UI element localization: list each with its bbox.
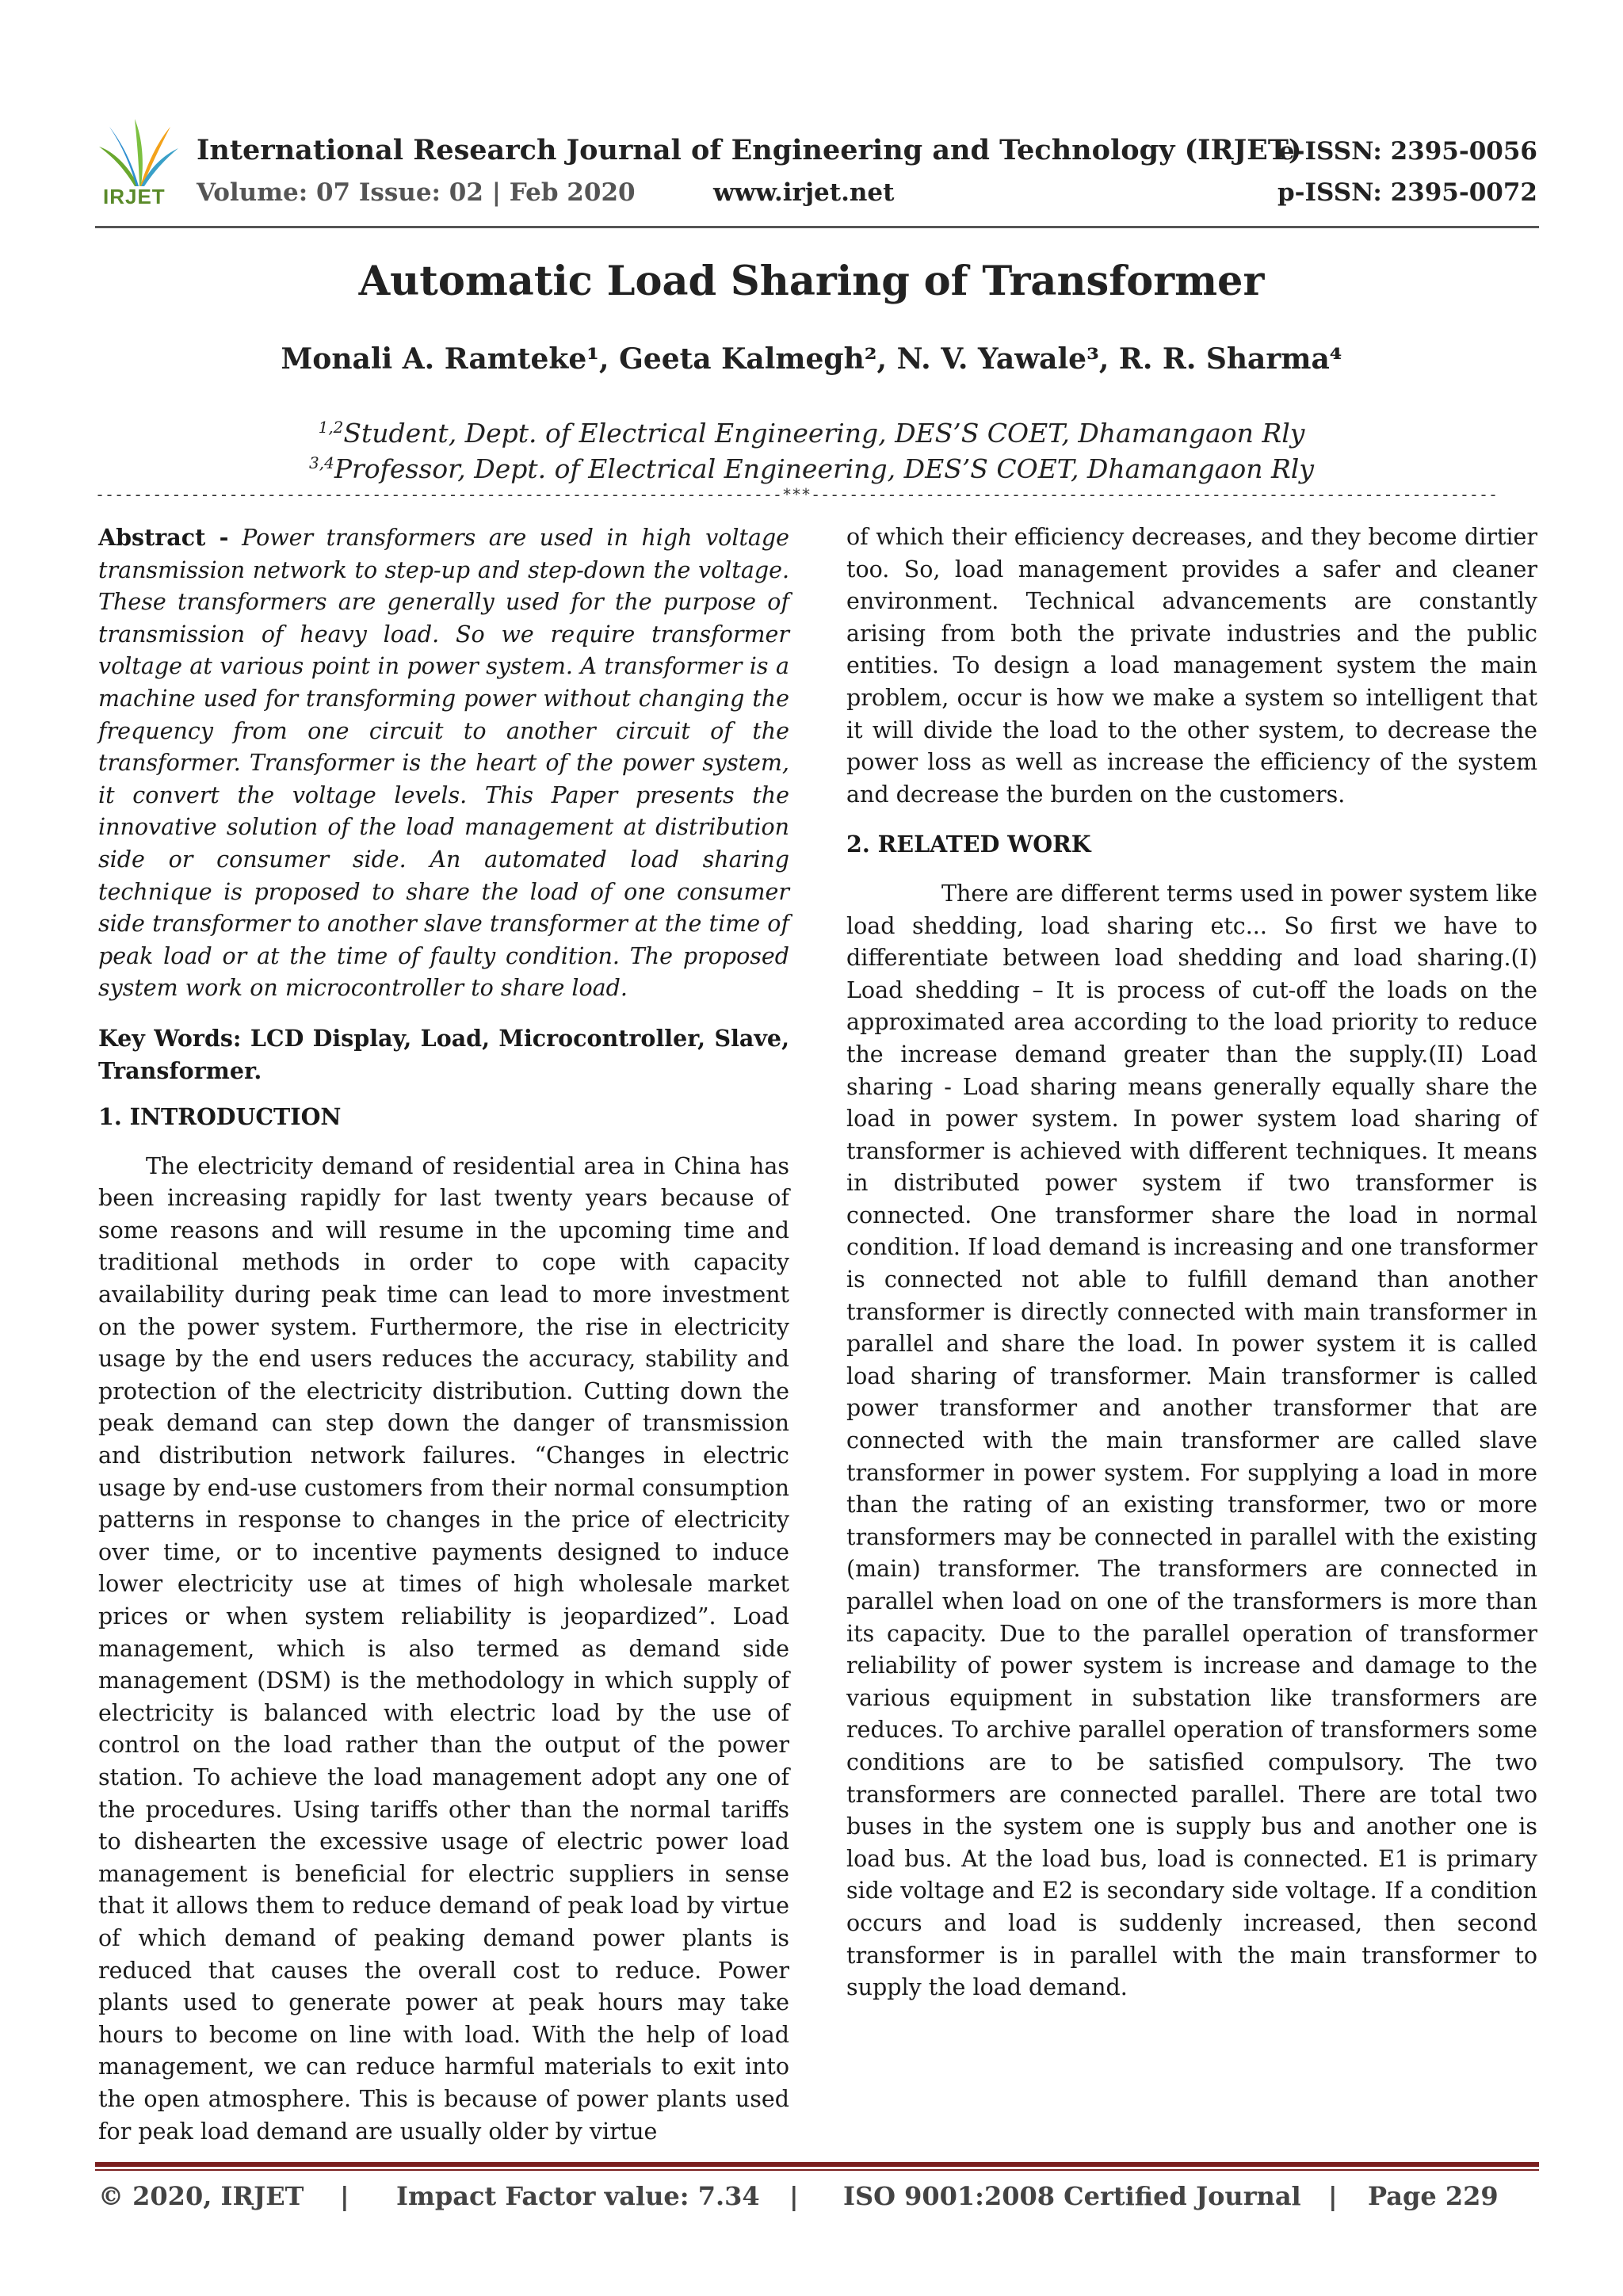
related-work-text: There are different terms used in power system like load shedding, load sharing etc... So first we have to differentiate between load shedding and load sharing.(I) Load shedding – It is process of cut-off the loads on the approximated area according to the load priority to reduce the increase demand greater than the supply.(II) Load sharing - Load sharing means generally equally share the load in power system. In power system load sharing of transformer is achieved with different techniques. It means in distributed power system if two transformer is connected. One transformer share the load in normal condition. If load demand is increasing and one transformer is connected not able to fulfill demand than another transformer is directly connected with main transformer in parallel and share the load. In power system it is called load sharing of transformer. Main transformer is called power transformer and another transformer that are connected with the main transformer are called slave transformer in power system. For supplying a load in more than the rating of an existing transformer, two or more transformers may be connected in parallel with the existing (main) transformer. The transformers are connected in parallel when load on one of the transformers is more than its capacity. Due to the parallel operation of transformer reliability of power system is increase and damage to the various equipment in substation like transformers are reduces. To archive parallel operation of transformers some conditions are to be satisfied compulsory. The two transformers are connected parallel. There are total two buses in the system one is supply bus and another one is load bus. At the load bus, load is connected. E1 is primary side voltage and E2 is secondary side voltage. If a condition occurs and load is suddenly increased, then second transformer is in parallel with the main transformer to supply the load demand.	[846, 880, 1537, 2001]
footer-page-number: Page 229	[1368, 2181, 1499, 2211]
paper-title: Automatic Load Sharing of Transformer	[358, 258, 1265, 305]
footer-rule	[95, 2162, 1539, 2167]
left-column	[98, 521, 789, 2148]
journal-title: International Research Journal of Engineering and Technology (IRJET)	[197, 134, 1302, 166]
affiliation-2-sup: 3,4	[309, 453, 334, 472]
footer-separator: |	[789, 2181, 799, 2211]
section-heading-related-work: 2. RELATED WORK	[846, 831, 1091, 858]
keywords: Key Words: LCD Display, Load, Microcontroller, Slave, Transformer.	[98, 1024, 789, 1084]
irjet-logo	[95, 115, 182, 210]
footer-rule-thin	[95, 2169, 1539, 2171]
abstract-text: Power transformers are used in high voltage transmission network to step-up and step-down the voltage. These transformers are generally used for the purpose of transmission of heavy load. So we require transformer voltage at various point in power system. A transformer is a machine used for transforming power without changing the frequency from one circuit to another circuit of the transformer. Transformer is the heart of the power system, it convert the voltage levels. This Paper presents the innovative solution of the load management at distribution side or consumer side. An automated load sharing technique is proposed to share the load of one consumer side transformer to another slave transformer at the time of peak load or at the time of faulty condition. The proposed system work on microcontroller to share load.	[98, 525, 789, 1002]
leaf-logo-icon	[95, 115, 182, 190]
header-divider	[95, 226, 1539, 228]
e-issn: e-ISSN: 2395-0056	[1278, 137, 1537, 166]
footer-separator: |	[1328, 2181, 1338, 2211]
section-heading-introduction: 1. INTRODUCTION	[98, 1103, 342, 1131]
journal-website[interactable]: www.irjet.net	[713, 178, 895, 207]
p-issn: p-ISSN: 2395-0072	[1277, 178, 1537, 207]
journal-header	[95, 115, 1537, 226]
volume-issue: Volume: 07 Issue: 02 | Feb 2020	[197, 178, 636, 207]
footer-separator: |	[340, 2181, 349, 2211]
affiliation-2	[0, 453, 1623, 484]
affiliation-1-sup: 1,2	[318, 418, 344, 437]
affiliation-1	[0, 418, 1623, 449]
footer-impact-factor: Impact Factor value: 7.34	[396, 2181, 760, 2211]
footer-iso: ISO 9001:2008 Certified Journal	[843, 2181, 1301, 2211]
introduction-text: The electricity demand of residential area in China has been increasing rapidly for last twenty years because of some reasons and will resume in the upcoming time and traditional methods in order to cope with capacity availability during peak time can lead to more investment on the power system. Furthermore, the rise in electricity usage by the end users reduces the accuracy, stability and protection of the electricity distribution. Cutting down the peak demand can step down the danger of transmission and distribution network failures. “Changes in electric usage by end-use customers from their normal consumption patterns in response to changes in the price of electricity over time, or to incentive payments designed to induce lower electricity use at times of high wholesale market prices or when system reliability is jeopardized”. Load management, which is also termed as demand side management (DSM) is the methodology in which supply of electricity is balanced with electric load by the use of control on the load rather than the output of the power station. To achieve the load management adopt any one of the procedures. Using tariffs other than the normal tariffs to dishearten the excessive usage of electric power load management is beneficial for electric suppliers in sense that it allows them to reduce demand of peak load by virtue of which demand of peaking demand power plants is reduced that causes the overall cost to reduce. Power plants used to generate power at peak hours may take hours to become on line with load. With the help of load management, we can reduce harmful materials to exit into the open atmosphere. This is because of power plants used for peak load demand are usually older by virtue	[98, 1152, 789, 2145]
affiliation-2-text: Professor, Dept. of Electrical Engineering, DES’S COET, Dhamangaon Rly	[334, 453, 1314, 484]
logo-text: IRJET	[103, 185, 166, 208]
section-separator: ------------------------------------------------------------------------***------------------------------------------------------------------------	[95, 485, 1499, 504]
abstract-label: Abstract -	[98, 524, 229, 551]
introduction-continued: of which their efficiency decreases, and they become dirtier too. So, load management provides a safer and cleaner environment. Technical advancements are constantly arising from both the private industries and the public entities. To design a load management system the main problem, occur is how we make a system so intelligent that it will divide the load to the other system, to decrease the power loss as well as increase the efficiency of the system and decrease the burden on the customers.	[846, 524, 1537, 808]
right-column	[846, 521, 1537, 2004]
abstract	[98, 521, 789, 1005]
footer-copyright: © 2020, IRJET	[98, 2181, 304, 2211]
affiliation-1-text: Student, Dept. of Electrical Engineering, DES’S COET, Dhamangaon Rly	[343, 418, 1305, 449]
author-list: Monali A. Ramteke¹, Geeta Kalmegh², N. V. Yawale³, R. R. Sharma⁴	[281, 342, 1342, 376]
